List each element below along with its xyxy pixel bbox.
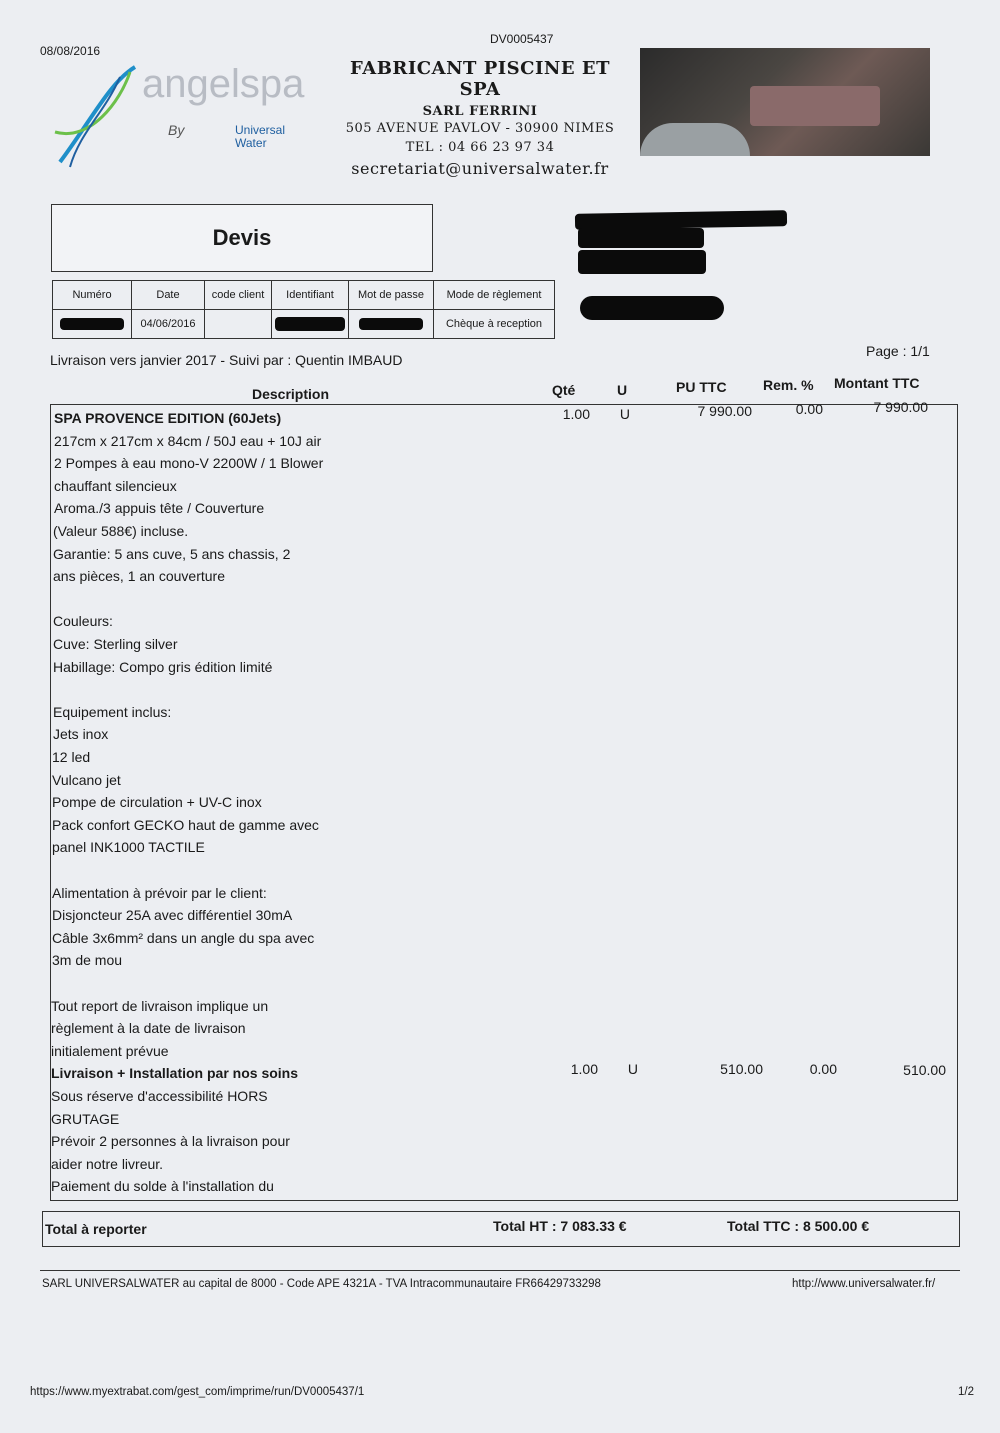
ref-value-identifiant	[272, 310, 349, 339]
description-line: Alimentation à prévoir par le client:	[52, 885, 267, 901]
description-line: 2 Pompes à eau mono-V 2200W / 1 Blower	[54, 455, 324, 471]
description-line: Disjoncteur 25A avec différentiel 30mA	[52, 907, 293, 923]
description-line: Vulcano jet	[52, 772, 121, 788]
company-name: SARL FERRINI	[422, 104, 538, 119]
description-line: Couleurs:	[53, 613, 113, 629]
ref-value-client-code	[205, 310, 272, 339]
print-url: https://www.myextrabat.com/gest_com/imprime/run/DV0005437/1	[30, 1386, 365, 1398]
description-line: Pack confort GECKO haut de gamme avec	[52, 817, 319, 833]
item2-unit-price: 510.00	[720, 1061, 763, 1077]
col-discount: Rem. %	[763, 377, 814, 393]
item2-qty: 1.00	[570, 1061, 598, 1077]
col-unit-price: PU TTC	[676, 379, 727, 395]
description-line: panel INK1000 TACTILE	[52, 839, 205, 855]
item2-unit: U	[627, 1061, 638, 1077]
ref-header-numero: Numéro	[53, 281, 132, 310]
client-redaction-4	[580, 296, 724, 320]
description-line: Jets inox	[53, 726, 109, 742]
password-redaction	[359, 318, 423, 330]
item2-discount: 0.00	[809, 1061, 837, 1077]
description-line: Livraison + Installation par nos soins	[51, 1065, 299, 1081]
col-unit: U	[617, 382, 628, 398]
description-line: Garantie: 5 ans cuve, 5 ans chassis, 2	[53, 546, 291, 562]
total-ht: Total HT : 7 083.33 €	[493, 1218, 627, 1234]
item1-unit: U	[619, 406, 630, 422]
ref-header-password: Mot de passe	[349, 281, 434, 310]
numero-redaction	[60, 318, 124, 330]
ref-header-payment-mode: Mode de règlement	[434, 281, 555, 310]
col-amount: Montant TTC	[834, 375, 920, 391]
description-line: Pompe de circulation + UV-C inox	[52, 794, 262, 810]
reference-value-row	[53, 310, 555, 339]
item1-unit-price: 7 990.00	[697, 403, 752, 419]
description-line: Aroma./3 appuis tête / Couverture	[54, 500, 265, 516]
description-line: GRUTAGE	[51, 1111, 120, 1127]
document-number: DV0005437	[490, 32, 554, 46]
client-redaction-1	[575, 210, 787, 230]
angelspa-logo	[50, 62, 340, 172]
brand-name: angelspa	[142, 62, 305, 106]
company-email: secretariat@universalwater.fr	[351, 159, 609, 178]
company-address: 505 AVENUE PAVLOV - 30900 NIMES	[345, 121, 615, 136]
document-title: Devis	[212, 225, 272, 250]
description-line: 217cm x 217cm x 84cm / 50J eau + 10J air	[54, 433, 322, 449]
company-title: FABRICANT PISCINE ET SPA	[350, 58, 610, 100]
footer-rule	[40, 1270, 960, 1271]
item2-amount: 510.00	[903, 1062, 946, 1078]
total-ttc: Total TTC : 8 500.00 €	[727, 1218, 870, 1234]
ref-value-numero	[53, 310, 132, 339]
ref-value-payment-mode: Chèque à reception	[434, 310, 555, 339]
description-line: SPA PROVENCE EDITION (60Jets)	[54, 410, 282, 426]
ref-value-date: 04/06/2016	[132, 310, 205, 339]
description-line: initialement prévue	[51, 1043, 169, 1059]
company-phone: TEL : 04 66 23 97 34	[405, 140, 555, 155]
client-redaction-3	[578, 250, 706, 274]
ref-header-date: Date	[132, 281, 205, 310]
description-line: Câble 3x6mm² dans un angle du spa avec	[52, 930, 315, 946]
description-line: Habillage: Compo gris édition limité	[53, 659, 273, 675]
client-redaction-2	[578, 228, 704, 248]
description-line: Prévoir 2 personnes à la livraison pour	[51, 1133, 290, 1149]
description-line: Sous réserve d'accessibilité HORS	[51, 1088, 268, 1104]
page-indicator: Page : 1/1	[866, 343, 930, 359]
footer-website: http://www.universalwater.fr/	[792, 1278, 936, 1290]
spa-tub-shape	[750, 86, 880, 126]
col-qty: Qté	[552, 382, 576, 398]
footer-legal: SARL UNIVERSALWATER au capital de 8000 - Code APE 4321A - TVA Intracommunautaire FR66429733298	[42, 1278, 601, 1290]
ref-header-identifiant: Identifiant	[272, 281, 349, 310]
delivery-note: Livraison vers janvier 2017 - Suivi par : Quentin IMBAUD	[50, 352, 403, 368]
total-carry-label: Total à reporter	[45, 1221, 147, 1237]
description-line: Tout report de livraison implique un	[51, 998, 269, 1014]
reference-table	[52, 280, 555, 339]
spa-water-shape	[640, 123, 750, 156]
description-line: Cuve: Sterling silver	[53, 636, 178, 652]
description-line: aider notre livreur.	[51, 1156, 164, 1172]
print-date: 08/08/2016	[40, 44, 101, 58]
item1-amount: 7 990.00	[873, 399, 928, 415]
description-line: 3m de mou	[52, 952, 123, 968]
item1-discount: 0.00	[795, 401, 823, 417]
description-line: 12 led	[52, 749, 91, 765]
col-description: Description	[252, 386, 330, 402]
description-line: Paiement du solde à l'installation du	[51, 1178, 274, 1194]
description-line: (Valeur 588€) incluse.	[53, 523, 189, 539]
item1-qty: 1.00	[562, 406, 590, 422]
brand-by: By	[168, 122, 185, 138]
totals-bar	[42, 1211, 960, 1247]
document-title-box	[51, 204, 433, 272]
identifiant-redaction	[275, 317, 345, 331]
spa-photo	[640, 48, 930, 156]
description-line: chauffant silencieux	[54, 478, 177, 494]
reference-header-row	[53, 281, 555, 310]
description-line: Equipement inclus:	[53, 704, 172, 720]
description-line: règlement à la date de livraison	[51, 1020, 246, 1036]
ref-value-password	[349, 310, 434, 339]
sheet-count: 1/2	[958, 1386, 974, 1398]
partner-name: Universal Water	[235, 123, 286, 150]
ref-header-client-code: code client	[205, 281, 272, 310]
description-line: ans pièces, 1 an couverture	[53, 568, 225, 584]
